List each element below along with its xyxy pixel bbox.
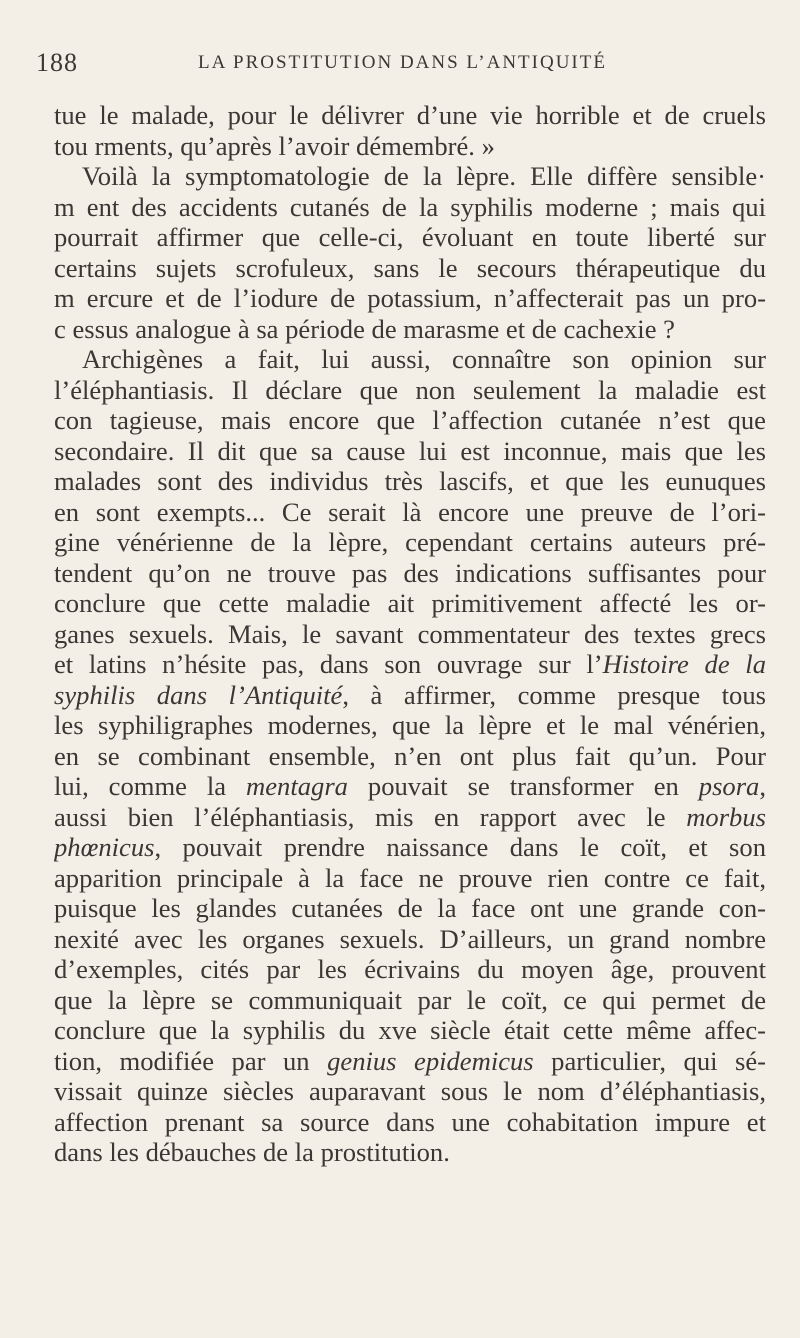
text-segment: que la lèpre se communiquait par le coït, ce qui permet de <box>54 984 766 1015</box>
text-segment: certains sujets scrofuleux, sans le secours thérapeutique du <box>54 252 766 283</box>
text-segment: con tagieuse, mais encore que l’affection cutanée n’est que <box>54 405 766 435</box>
text-line <box>54 253 766 284</box>
text-segment: affection prenant sa source dans une cohabitation impure et <box>54 1106 766 1137</box>
text-line <box>54 588 766 619</box>
text-segment: aussi bien l’éléphantiasis, mis en rapport avec le <box>54 801 687 832</box>
text-segment: apparition principale à la face ne prouve rien contre ce fait, <box>54 862 766 893</box>
italic-text: syphilis dans l’Antiquité <box>54 679 343 710</box>
text-line <box>54 1137 766 1168</box>
text-segment: particulier, qui sé- <box>533 1045 766 1076</box>
text-segment: les syphiligraphes modernes, que la lèpre et le mal vénérien, <box>54 710 766 740</box>
text-segment: dans les débauches de la prostitution. <box>54 1137 450 1167</box>
text-segment: secondaire. Il dit que sa cause lui est inconnue, mais que les <box>54 435 766 466</box>
text-segment: en se combinant ensemble, n’en ont plus fait qu’un. Pour <box>54 740 766 771</box>
text-line <box>54 710 766 741</box>
text-line <box>54 466 766 497</box>
text-segment: pouvait se transformer en <box>347 771 699 801</box>
text-line <box>54 771 766 802</box>
text-line <box>54 131 766 162</box>
text-segment: gine vénérienne de la lèpre, cependant certains auteurs pré- <box>54 527 766 557</box>
text-segment: tion, modifiée par un <box>54 1045 328 1076</box>
text-line <box>54 1015 766 1046</box>
text-line <box>54 863 766 894</box>
text-line <box>54 100 766 131</box>
text-segment: m ercure et de l’iodure de potassium, n’affecterait pas un pro- <box>54 283 766 313</box>
text-line <box>54 985 766 1016</box>
text-line <box>54 314 766 345</box>
text-line <box>54 619 766 650</box>
text-segment: tue le malade, pour le délivrer d’une vie horrible et de cruels <box>54 100 766 130</box>
italic-text: psora <box>698 771 760 801</box>
text-line <box>54 405 766 436</box>
text-line <box>54 283 766 314</box>
text-line <box>54 924 766 955</box>
text-segment: malades sont des individus très lascifs, et que les eunuques <box>54 466 766 496</box>
text-line <box>54 741 766 772</box>
text-line <box>54 161 766 192</box>
text-line <box>54 802 766 833</box>
text-line <box>54 680 766 711</box>
text-line <box>54 1107 766 1138</box>
text-segment: , à affirmer, comme presque tous <box>342 679 766 710</box>
text-segment: tou rments, qu’après l’avoir démembré. » <box>54 130 495 161</box>
italic-text: Histoire de la <box>602 649 766 679</box>
text-line <box>54 222 766 253</box>
text-segment: en sont exempts... Ce serait là encore une preuve de l’ori- <box>54 496 766 527</box>
text-segment: nexité avec les organes sexuels. D’ailleurs, un grand nombre <box>54 923 766 954</box>
text-line <box>54 832 766 863</box>
text-line <box>54 527 766 558</box>
text-line <box>54 1076 766 1107</box>
text-segment: m ent des accidents cutanés de la syphilis moderne ; mais qui <box>54 191 766 222</box>
text-segment: pourrait affirmer que celle-ci, évoluant en toute liberté sur <box>54 222 766 252</box>
text-segment: tendent qu’on ne trouve pas des indications suffisantes pour <box>54 557 766 588</box>
text-segment: Voilà la symptomatologie de la lèpre. Elle diffère sensible· <box>82 161 766 191</box>
text-line <box>54 954 766 985</box>
text-line <box>54 192 766 223</box>
body-text <box>54 100 766 1168</box>
text-segment: , pouvait prendre naissance dans le coït, et son <box>154 832 766 862</box>
text-line <box>54 1046 766 1077</box>
text-segment: conclure que cette maladie ait primitivement affecté les or- <box>54 588 766 618</box>
text-segment: conclure que la syphilis du xve siècle était cette même affec- <box>54 1015 766 1045</box>
text-segment: puisque les glandes cutanées de la face ont une grande con- <box>54 893 766 923</box>
text-segment: et latins n’hésite pas, dans son ouvrage sur l’ <box>54 649 603 679</box>
text-segment: Archigènes a fait, lui aussi, connaître son opinion sur <box>82 344 766 374</box>
text-segment: ganes sexuels. Mais, le savant commentateur des textes grecs <box>54 618 766 649</box>
italic-text: phœnicus <box>54 832 155 862</box>
italic-text: mentagra <box>246 771 348 801</box>
text-line <box>54 649 766 680</box>
text-segment: , <box>759 771 766 801</box>
text-line <box>54 893 766 924</box>
text-segment: l’éléphantiasis. Il déclare que non seulement la maladie est <box>54 374 766 405</box>
text-line <box>54 375 766 406</box>
running-head: LA PROSTITUTION DANS L’ANTIQUITÉ <box>198 52 607 73</box>
text-segment: lui, comme la <box>54 771 247 801</box>
text-line <box>54 558 766 589</box>
page-header <box>36 44 756 84</box>
text-segment: d’exemples, cités par les écrivains du moyen âge, prouvent <box>54 954 766 984</box>
italic-text: genius epidemicus <box>327 1045 534 1076</box>
text-line <box>54 497 766 528</box>
text-segment: c essus analogue à sa période de marasme et de cachexie ? <box>54 313 675 344</box>
text-segment: vissait quinze siècles auparavant sous le nom d’éléphantiasis, <box>54 1076 766 1106</box>
text-line <box>54 436 766 467</box>
page-number: 188 <box>36 48 78 77</box>
italic-text: morbus <box>686 801 766 832</box>
text-line <box>54 344 766 375</box>
